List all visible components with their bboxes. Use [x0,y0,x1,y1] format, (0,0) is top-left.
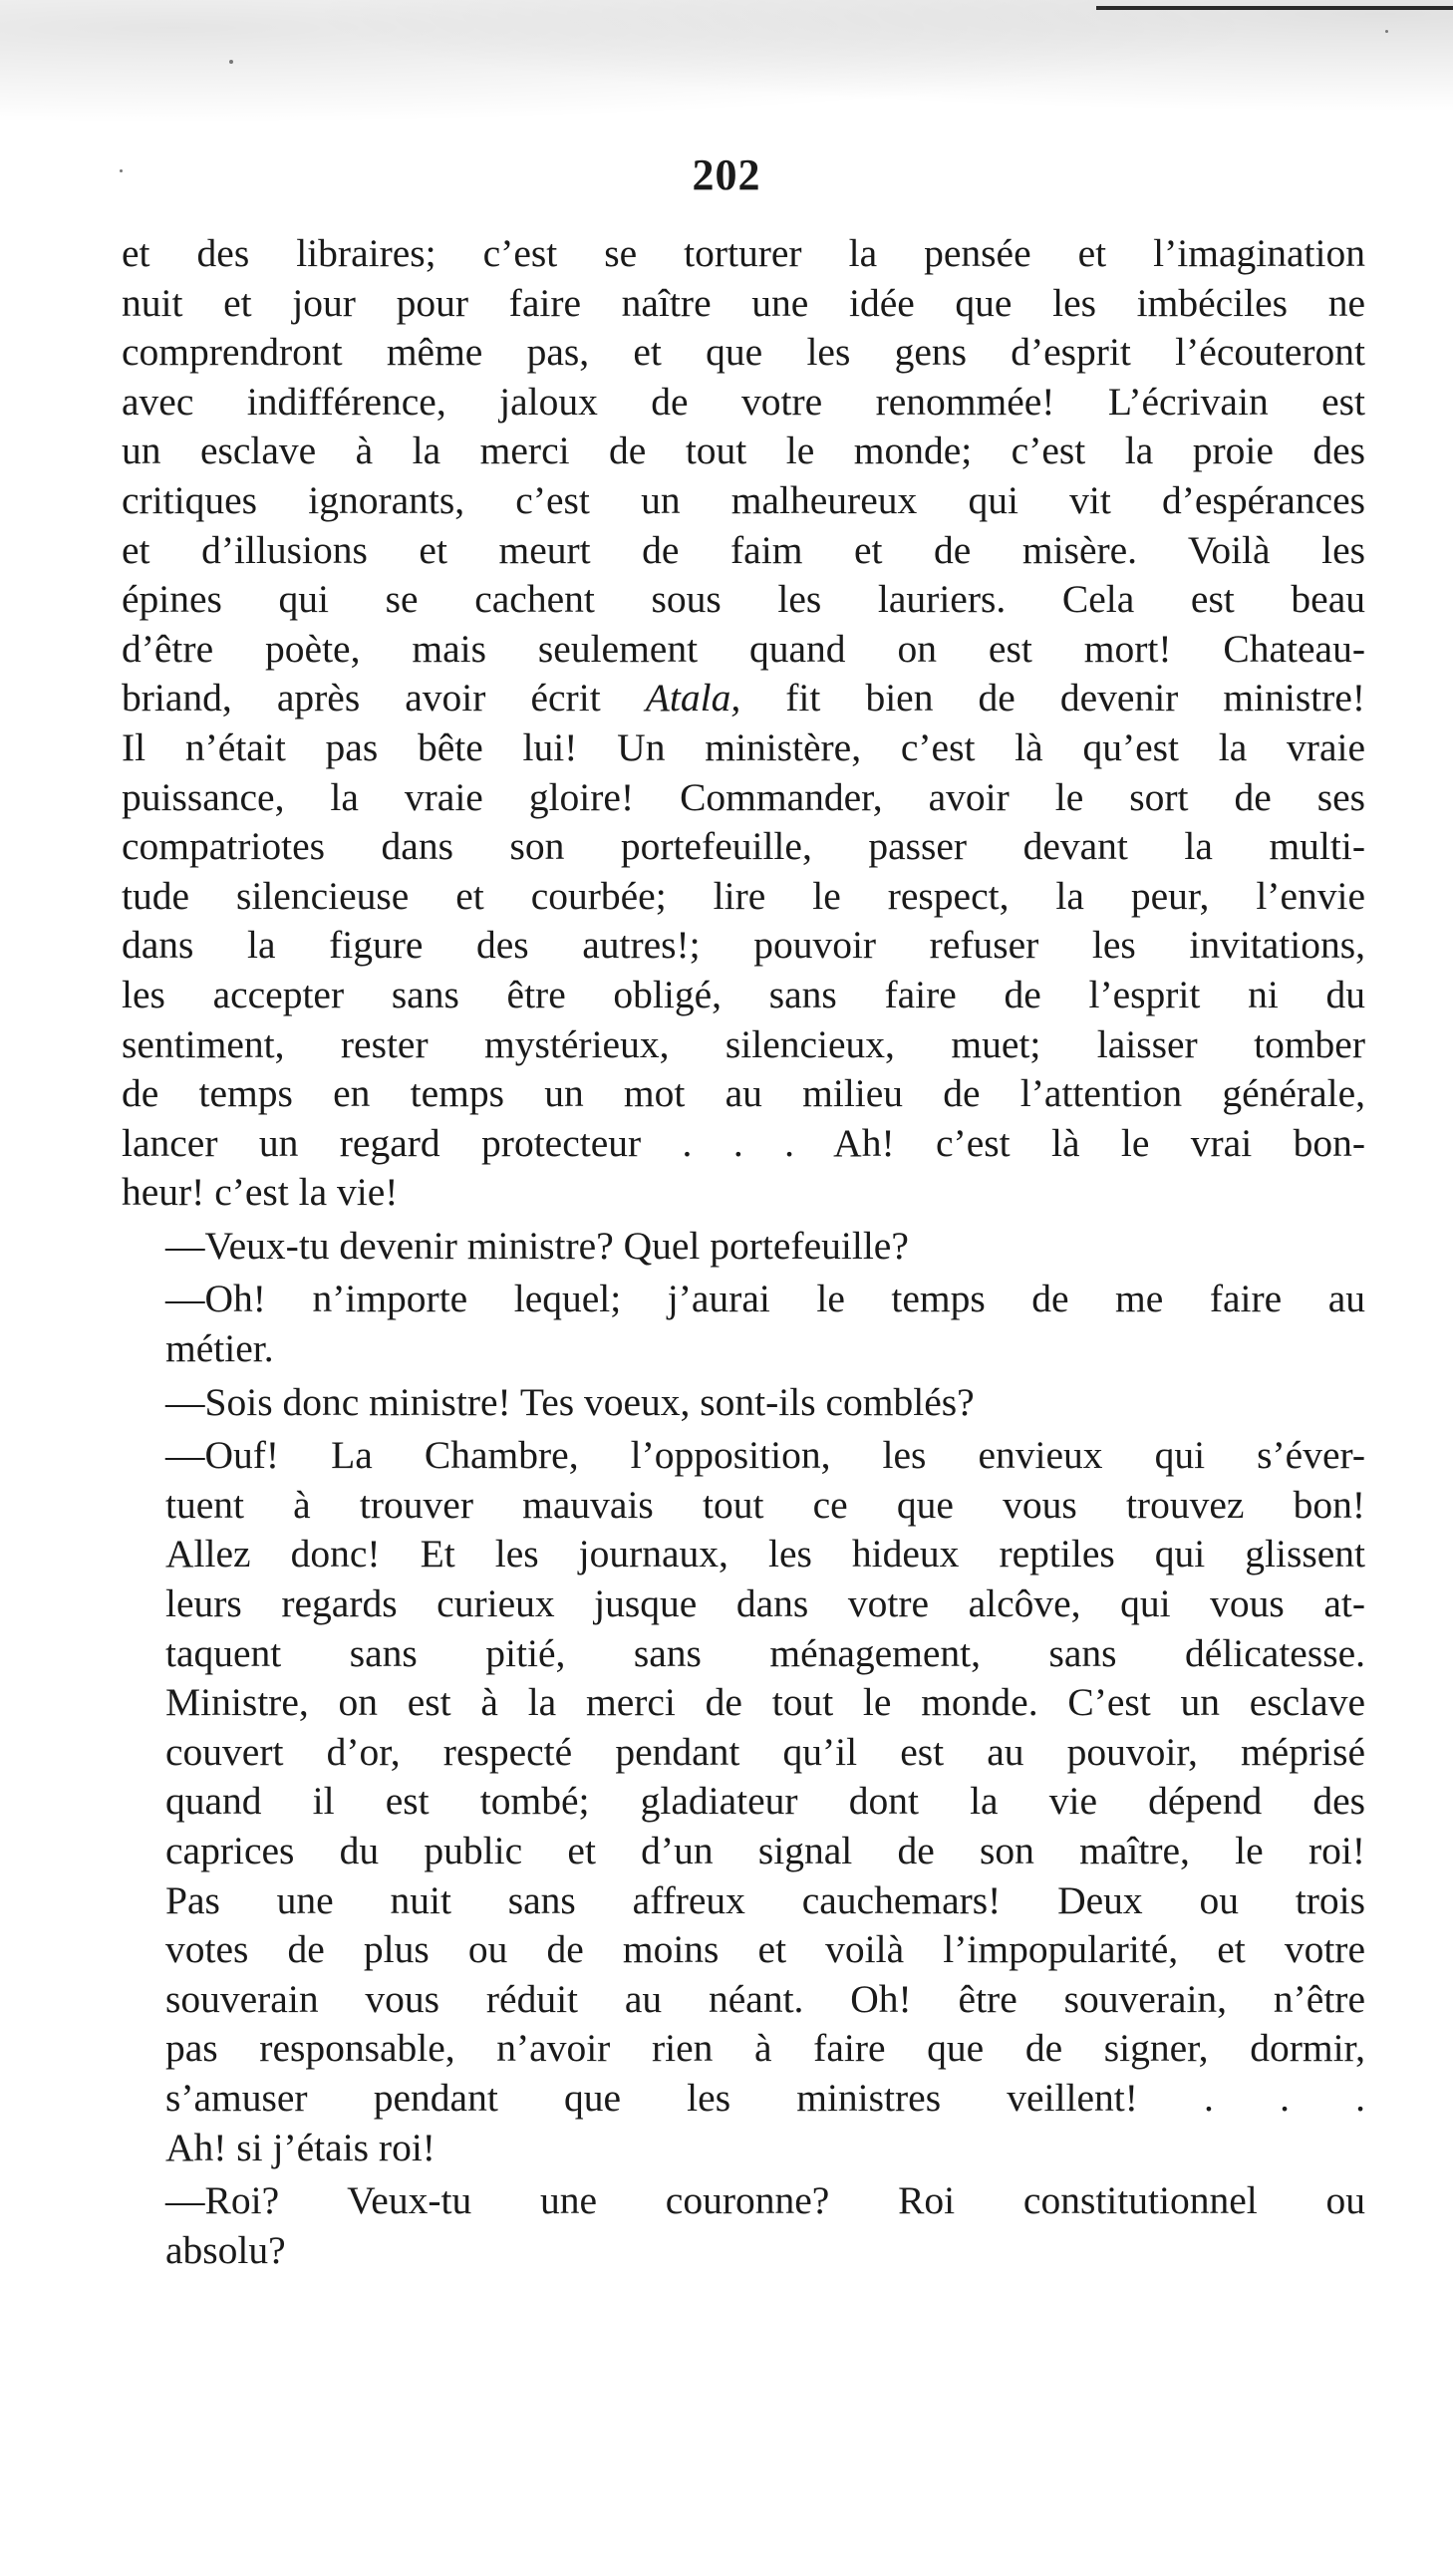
text-line: dans la figure des autres!; pouvoir refuser les invitations, [122,923,1365,968]
paragraph-p1 [122,229,1365,1218]
text-line: heur! c’est la vie! [122,1170,399,1215]
text-line: —Oh! n’importe lequel; j’aurai le temps de me faire au [165,1277,1365,1321]
text-line: pas responsable, n’avoir rien à faire que de signer, dormir, [165,2026,1365,2071]
text-line: s’amuser pendant que les ministres veillent! . . . [165,2075,1365,2120]
text-line: —Veux-tu devenir ministre? Quel portefeuille? [165,1223,909,1268]
text-line: —Sois donc ministre! Tes voeux, sont-ils comblés? [165,1379,975,1424]
scan-speck [1385,30,1388,33]
scan-speck [229,60,233,64]
italic-title: Atala, [645,676,741,720]
text-line: taquent sans pitié, sans ménagement, sans délicatesse. [165,1630,1365,1675]
text-line: Pas une nuit sans affreux cauchemars! Deux ou trois [165,1877,1365,1922]
text-line: avec indifférence, jaloux de votre renommée! L’écrivain est [122,379,1365,424]
paragraph-p4 [122,1378,1365,1428]
text-line: Allez donc! Et les journaux, les hideux reptiles qui glissent [165,1532,1365,1576]
text-line: d’être poète, mais seulement quand on est mort! Chateau- [122,626,1365,671]
text-line: —Roi? Veux-tu une couronne? Roi constitutionnel ou [165,2178,1365,2223]
text-line: sentiment, rester mystérieux, silencieux, muet; laisser tomber [122,1021,1365,1066]
text-line: métier. [165,1326,274,1371]
text-line: tuent à trouver mauvais tout ce que vous trouvez bon! [165,1482,1365,1527]
page-number: 202 [692,150,761,199]
text-line: un esclave à la merci de tout le monde; c’est la proie des [122,429,1365,473]
paragraph-p5 [122,1431,1365,2172]
text-line: nuit et jour pour faire naître une idée que les imbéciles ne [122,280,1365,325]
text-line: briand, après avoir écrit Atala, fit bien de devenir ministre! [122,676,1366,720]
paragraph-p2 [122,1222,1365,1272]
text-line: et d’illusions et meurt de faim et de misère. Voilà les [122,527,1365,572]
text-fragment: fit bien de devenir ministre! [740,676,1366,720]
text-line: lancer un regard protecteur . . . Ah! c’est là le vrai bon- [122,1120,1365,1165]
text-line: Ah! si j’étais roi! [165,2125,436,2169]
scan-edge-rule [1096,6,1453,10]
text-line: puissance, la vraie gloire! Commander, avoir le sort de ses [122,774,1365,819]
text-line: de temps en temps un mot au milieu de l’attention générale, [122,1071,1365,1116]
text-line: Ministre, on est à la merci de tout le monde. C’est un esclave [165,1680,1365,1725]
text-line: couvert d’or, respecté pendant qu’il est au pouvoir, méprisé [165,1729,1365,1774]
text-line: critiques ignorants, c’est un malheureux qui vit d’espérances [122,477,1365,522]
text-line: souverain vous réduit au néant. Oh! être souverain, n’être [165,1976,1365,2021]
text-line: compatriotes dans son portefeuille, passer devant la multi- [122,824,1365,869]
text-line: —Ouf! La Chambre, l’opposition, les envieux qui s’éver- [165,1433,1365,1478]
paragraph-p3 [122,1275,1365,1373]
text-line: tude silencieuse et courbée; lire le respect, la peur, l’envie [122,873,1365,918]
text-line: votes de plus ou de moins et voilà l’impopularité, et votre [165,1927,1365,1972]
text-line: quand il est tombé; gladiateur dont la vie dépend des [165,1779,1365,1824]
text-line: Il n’était pas bête lui! Un ministère, c’est là qu’est la vraie [122,724,1365,769]
text-line: épines qui se cachent sous les lauriers. Cela est beau [122,577,1365,622]
text-line: les accepter sans être obligé, sans faire de l’esprit ni du [122,972,1365,1016]
scan-shadow [0,0,1453,140]
text-line: leurs regards curieux jusque dans votre alcôve, qui vous at- [165,1581,1365,1626]
text-body [122,229,1365,2275]
paragraph-p6 [122,2176,1365,2275]
text-line: absolu? [165,2227,286,2272]
text-line: et des libraires; c’est se torturer la pensée et l’imagination [122,231,1365,275]
text-line: comprendront même pas, et que les gens d’esprit l’écouteront [122,330,1365,375]
text-line: caprices du public et d’un signal de son maître, le roi! [165,1829,1365,1872]
